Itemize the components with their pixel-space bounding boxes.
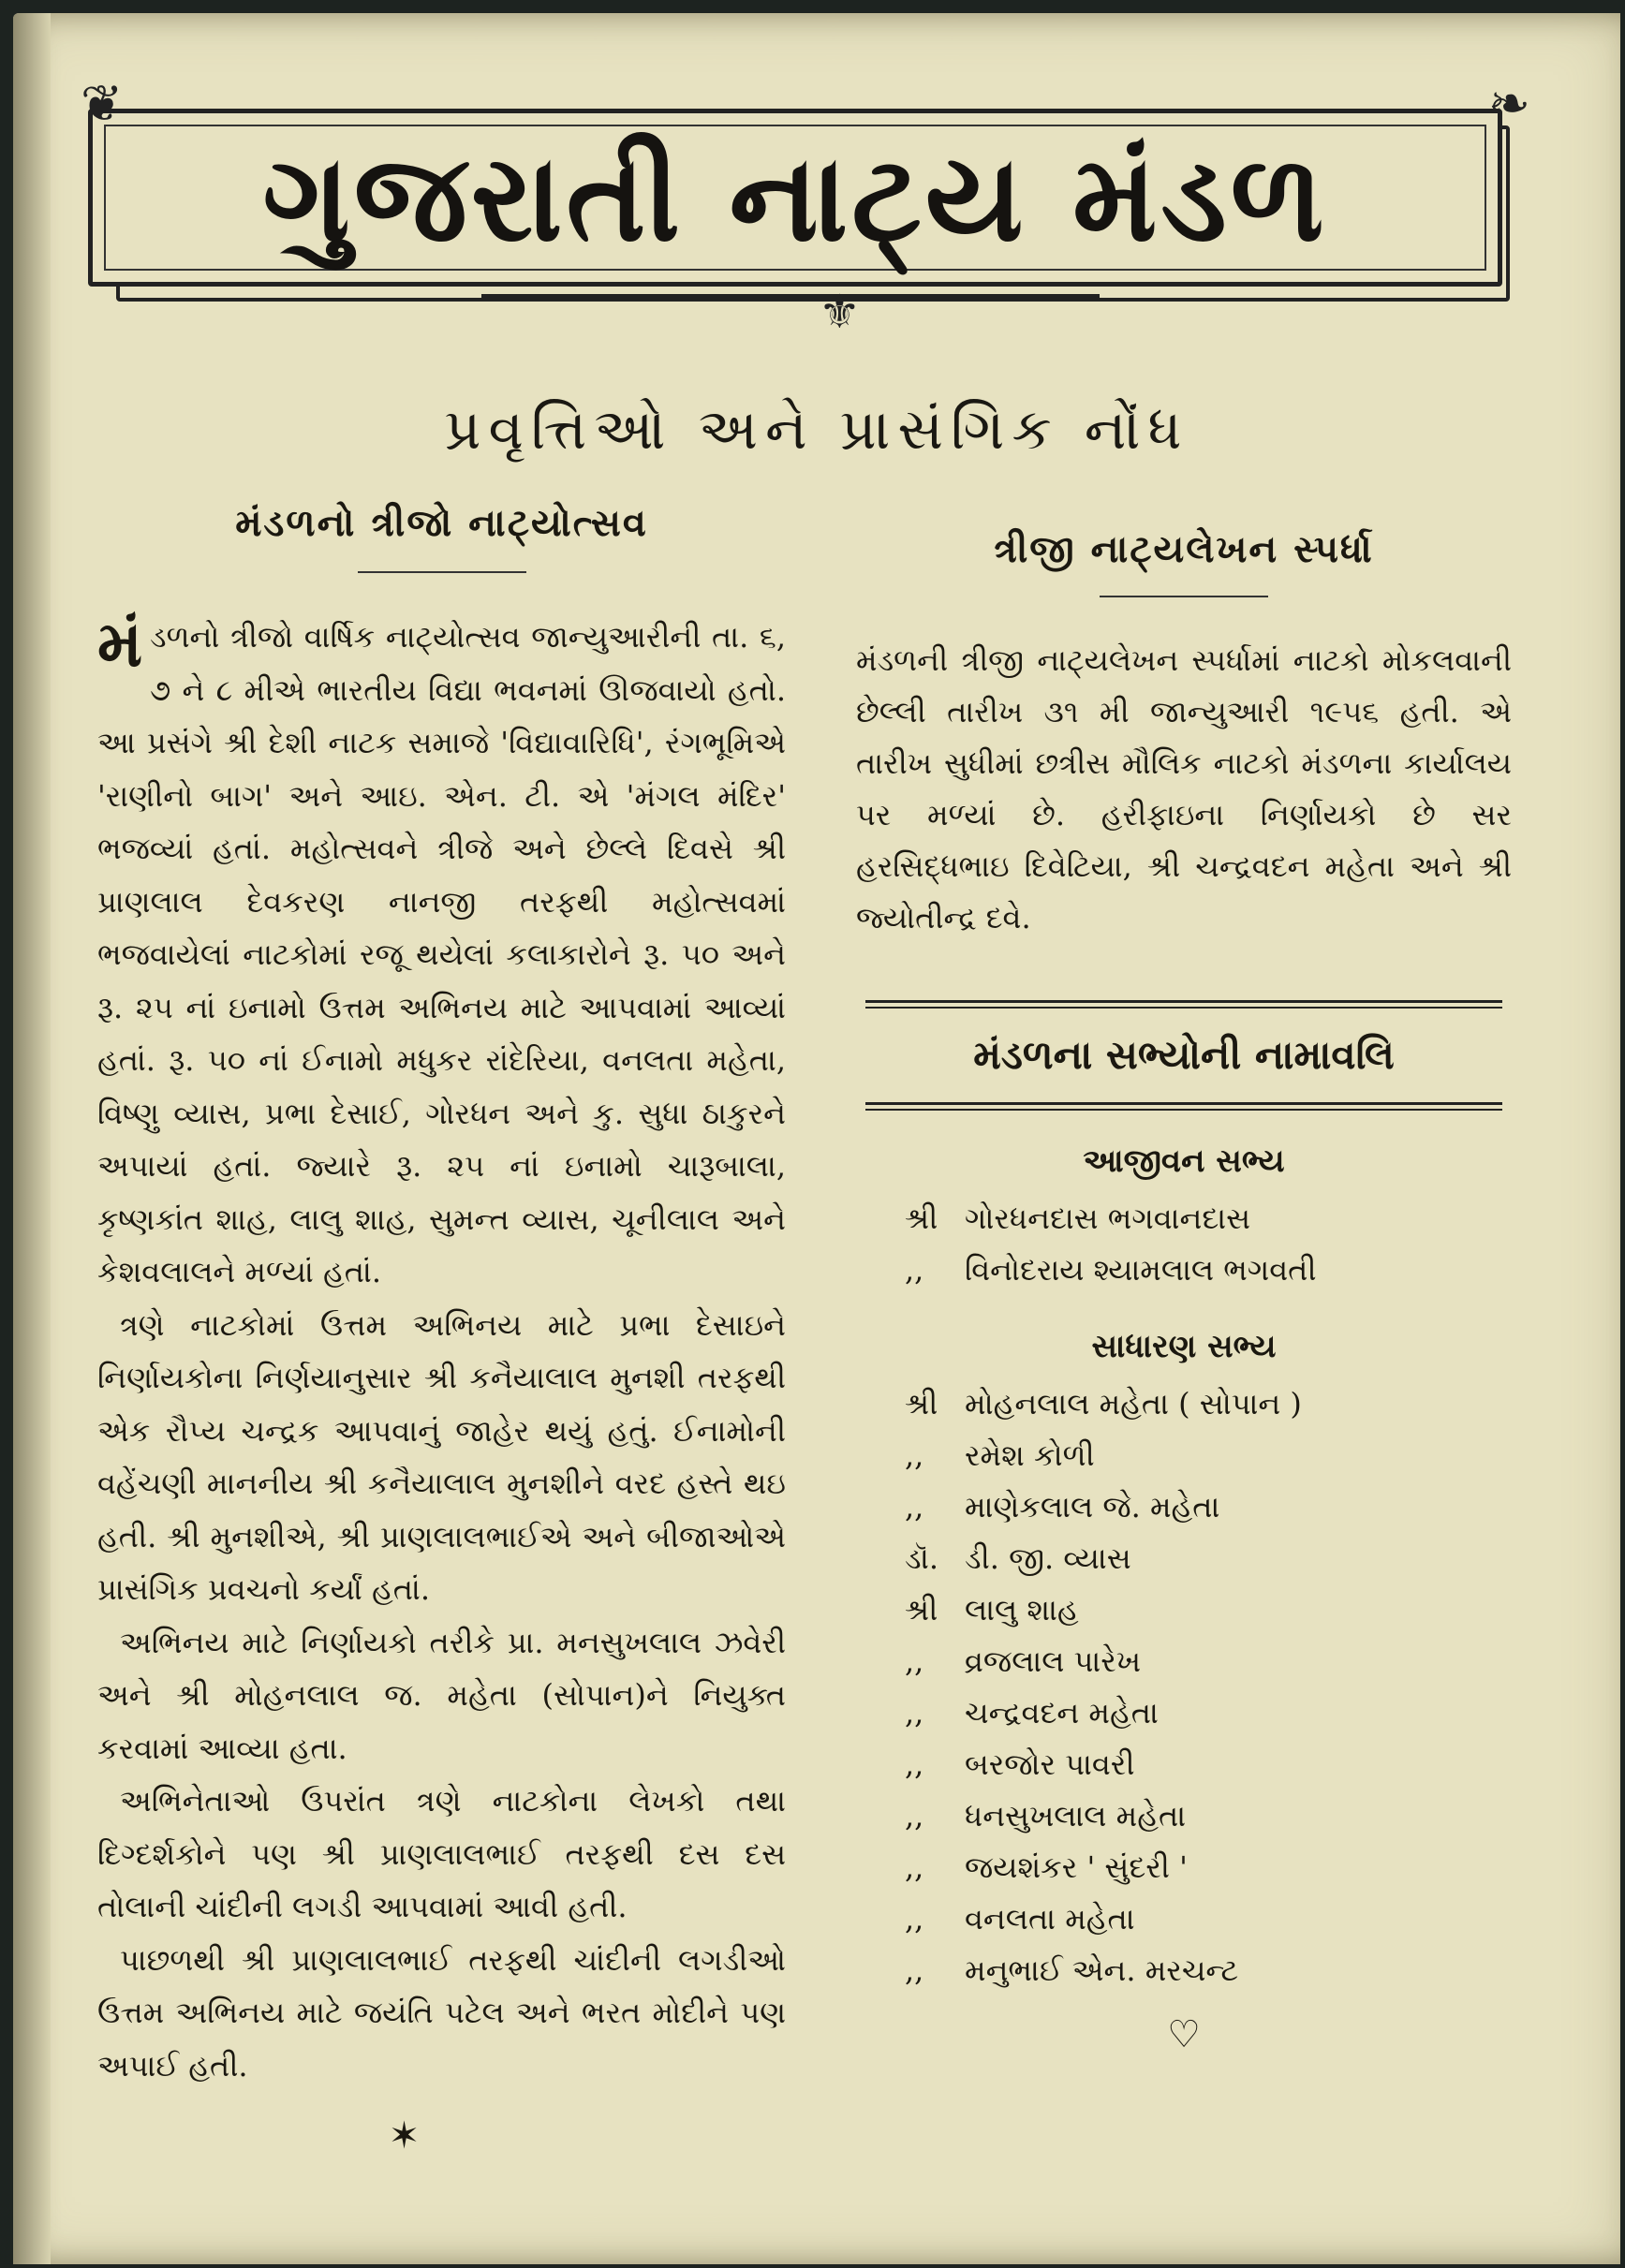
member-name: લાલુ શાહ xyxy=(965,1592,1079,1627)
member-prefix: ,, xyxy=(905,1252,924,1288)
member-prefix: શ્રી xyxy=(905,1386,938,1421)
member-prefix: ,, xyxy=(905,1437,924,1473)
festival-paragraph-1-text: ડળનો ત્રીજો વાર્ષિક નાટ્યોત્સવ જાન્યુઆરીની તા. ૬, ૭ ને ૮ મીએ ભારતીય વિદ્યા ભવનમાં ઊજવાયો હતો. આ પ્રસંગે શ્રી દેશી નાટક સમાજે 'વિદ્યાવારિધિ', રંગભૂમિએ 'રાણીનો બાગ' અને આઇ. એન. ટી. એ 'મંગલ મંદિર' ભજવ્યાં હતાં. મહોત્સવને ત્રીજે અને છેલ્લે દિવસે શ્રી પ્રાણલાલ દેવકરણ નાનજી તરફથી મહોત્સવમાં ભજવાયેલાં નાટકોમાં રજૂ થયેલાં કલાકારોને રૂ. ૫૦ અને રૂ. ૨૫ નાં ઇનામો ઉત્તમ અભિનય માટે આપવામાં આવ્યાં હતાં. રૂ. ૫૦ નાં ઈનામો મધુકર રાંદેરિયા, વનલતા મહેતા, વિષ્ણુ વ્યાસ, પ્રભા દેસાઈ, ગોરધન અને કુ. સુધા ઠાકુરને અપાયાં હતાં. જ્યારે રૂ. ૨૫ નાં ઇનામો ચારૂબાલા, કૃષ્ણકાંત શાહ, લાલુ શાહ, સુમન્ત વ્યાસ, ચૂનીલાલ અને કેશવલાલને મળ્યાં હતાં. xyxy=(97,619,786,1289)
heart-end-mark-icon: ♡ xyxy=(1167,2013,1201,2056)
member-name: બરજોર પાવરી xyxy=(965,1746,1135,1782)
member-row xyxy=(856,1481,1512,1533)
member-name: જયશંકર ' સુંદરી ' xyxy=(965,1849,1188,1885)
life-members-list xyxy=(856,1193,1512,1296)
masthead xyxy=(81,74,1530,339)
member-name: માણેકલાલ જે. મહેતા xyxy=(965,1489,1220,1524)
member-prefix: ,, xyxy=(905,1746,924,1782)
member-prefix: ,, xyxy=(905,1901,924,1937)
member-name: વિનોદરાય શ્યામલાલ ભગવતી xyxy=(965,1252,1317,1288)
member-row xyxy=(856,1739,1512,1790)
festival-heading: મંડળનો ત્રીજો નાટ્યોત્સવ xyxy=(235,502,648,545)
member-prefix: ,, xyxy=(905,1849,924,1885)
member-name: ડી. જી. વ્યાસ xyxy=(965,1540,1131,1576)
member-row xyxy=(856,1945,1512,1996)
masthead-title: ગુજરાતી નાટ્ય મંડળ xyxy=(262,129,1328,269)
member-prefix: ડૉ. xyxy=(905,1540,938,1576)
festival-paragraph-1 xyxy=(97,607,786,1299)
masthead-pendant-ornament-icon: ⚜ xyxy=(819,285,861,339)
life-members-heading: આજીવન સભ્ય xyxy=(1083,1142,1285,1180)
member-row xyxy=(856,1584,1512,1636)
member-name: વ્રજલાલ પારેખ xyxy=(965,1643,1142,1679)
member-name: મોહનલાલ મહેતા ( સોપાન ) xyxy=(965,1386,1302,1421)
left-column xyxy=(97,491,786,2158)
festival-paragraph-2: ત્રણે નાટકોમાં ઉત્તમ અભિનય માટે પ્રભા દેસાઇને નિર્ણાયકોના નિર્ણયાનુસાર શ્રી કનૈયાલાલ મુનશી તરફથી એક રૌપ્ય ચન્દ્રક આપવાનું જાહેર થયું હતું. ઈનામોની વહેંચણી માનનીય શ્રી કનૈયાલાલ મુનશીને વરદ હસ્તે થઇ હતી. શ્રી મુનશીએ, શ્રી પ્રાણલાલભાઈએ અને બીજાઓએ પ્રાસંગિક પ્રવચનો કર્યાં હતાં. xyxy=(97,1306,786,1607)
masthead-base-rule xyxy=(481,294,1100,313)
member-name: વનલતા મહેતા xyxy=(965,1901,1135,1937)
member-prefix: શ્રી xyxy=(905,1200,938,1236)
magazine-page xyxy=(13,13,1620,2264)
member-row xyxy=(856,1687,1512,1739)
member-row xyxy=(856,1244,1512,1296)
member-prefix: ,, xyxy=(905,1643,924,1679)
double-rule-bottom xyxy=(865,1102,1502,1111)
page-gutter xyxy=(13,13,51,2264)
festival-paragraph-5: પાછળથી શ્રી પ્રાણલાલભાઈ તરફથી ચાંદીની લગડીઓ ઉત્તમ અભિનય માટે જયંતિ પટેલ અને ભરત મોદીને પણ અપાઈ હતી. xyxy=(97,1941,786,2084)
general-members-heading: સાધારણ સભ્ય xyxy=(1091,1328,1277,1365)
double-rule-top xyxy=(865,1000,1502,1009)
competition-paragraph: મંડળની ત્રીજી નાટ્યલેખન સ્પર્ધામાં નાટકો મોકલવાની છેલ્લી તારીખ ૩૧ મી જાન્યુઆરી ૧૯૫૬ હતી. એ તારીખ સુધીમાં છત્રીસ મૌલિક નાટકો મંડળના કાર્યાલય પર મળ્યાં છે. હરીફાઇના નિર્ણાયકો છે સર હરસિદ્ધભાઇ દિવેટિયા, શ્રી ચન્દ્રવદન મહેતા અને શ્રી જ્યોતીન્દ્ર દવે. xyxy=(856,642,1512,935)
member-name: ધનસુખલાલ મહેતા xyxy=(965,1798,1187,1834)
member-name: રમેશ કોળી xyxy=(965,1437,1095,1473)
scroll-ornament-right-icon: ❧ xyxy=(1487,74,1530,133)
masthead-frame xyxy=(88,109,1502,287)
member-prefix: ,, xyxy=(905,1695,924,1730)
member-prefix: ,, xyxy=(905,1798,924,1834)
member-row xyxy=(856,1842,1512,1893)
member-prefix: ,, xyxy=(905,1952,924,1988)
competition-heading: ત્રીજી નાટ્યલેખન સ્પર્ધા xyxy=(994,528,1374,571)
member-name: મનુભાઈ એન. મરચન્ટ xyxy=(965,1952,1239,1988)
general-members-list xyxy=(856,1378,1512,1996)
member-row xyxy=(856,1430,1512,1481)
member-name: ચન્દ્રવદન મહેતા xyxy=(965,1695,1159,1730)
members-list-heading: મંડળના સભ્યોની નામાવલિ xyxy=(973,1032,1395,1078)
member-row xyxy=(856,1533,1512,1584)
scroll-ornament-left-icon: ❦ xyxy=(81,74,124,133)
page-headline: પ્રવૃત્તિઓ અને પ્રાસંગિક નોંધ xyxy=(444,397,1189,463)
right-column xyxy=(856,491,1512,2056)
heading-divider xyxy=(358,571,526,573)
member-row xyxy=(856,1790,1512,1842)
member-prefix: શ્રી xyxy=(905,1592,938,1627)
member-row xyxy=(856,1378,1512,1430)
member-name: ગોરધનદાસ ભગવાનદાસ xyxy=(965,1200,1250,1236)
member-row xyxy=(856,1193,1512,1244)
member-row xyxy=(856,1893,1512,1945)
member-row xyxy=(856,1636,1512,1687)
drop-cap: મં xyxy=(97,607,143,682)
festival-paragraph-3: અભિનય માટે નિર્ણાયકો તરીકે પ્રા. મનસુખલાલ ઝવેરી અને શ્રી મોહનલાલ જ. મહેતા (સોપાન)ને નિયુક્ત કરવામાં આવ્યા હતા. xyxy=(97,1624,786,1766)
festival-paragraph-4: અભિનેતાઓ ઉપરાંત ત્રણે નાટકોના લેખકો તથા દિગ્દર્શકોને પણ શ્રી પ્રાણલાલભાઈ તરફથી દસ દસ તોલાની ચાંદીની લગડી આપવામાં આવી હતી. xyxy=(97,1783,786,1924)
star-end-mark-icon: ✶ xyxy=(388,2114,421,2158)
member-prefix: ,, xyxy=(905,1489,924,1524)
heading-divider xyxy=(1100,596,1268,597)
